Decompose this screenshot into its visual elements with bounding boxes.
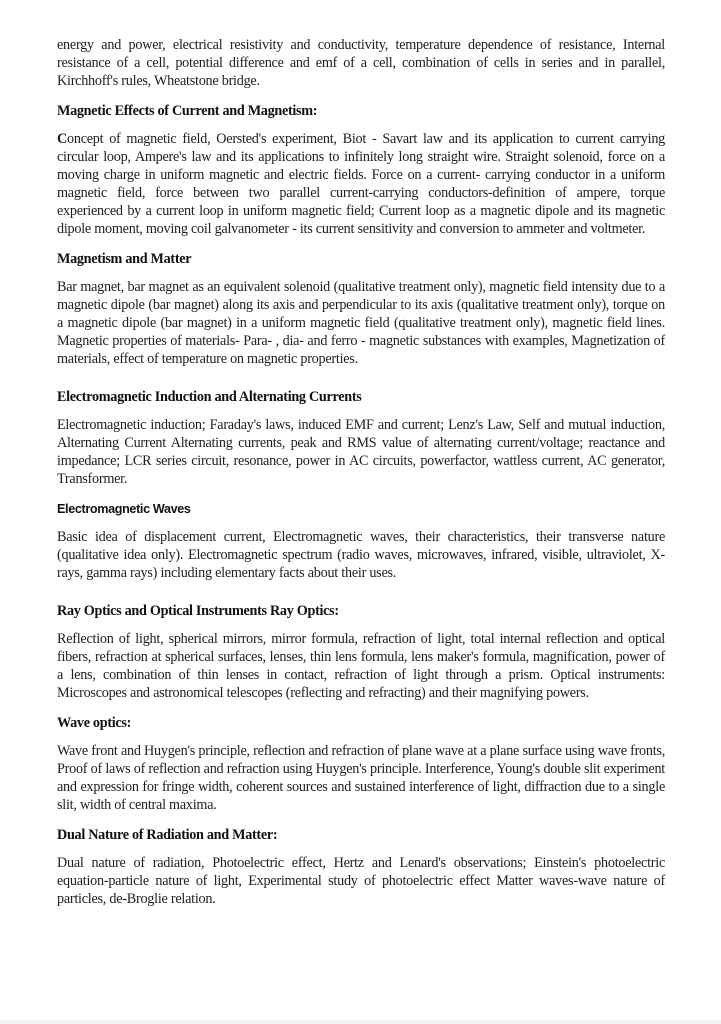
section-heading-wave-optics: Wave optics: <box>57 715 132 731</box>
intro-paragraph: energy and power, electrical resistivity and conductivity, temperature dependence of resistance, Internal resistance of a cell, potential difference and emf of a cell, combination of cells in series and in parallel, Kirchhoff's rules, Wheatstone bridge. <box>57 37 665 89</box>
section-body-magnetism-matter: Bar magnet, bar magnet as an equivalent solenoid (qualitative treatment only), magnetic field intensity due to a magnetic dipole (bar magnet) along its axis and perpendicular to its axis (qualitative treatment only), torque on a magnetic dipole (bar magnet) in a uniform magnetic field (qualitative treatment only), magnetic field lines. Magnetic properties of materials- Para- , dia- and ferro - magnetic substances with examples, Magnetization of materials, effect of temperature on magnetic properties. <box>57 279 665 367</box>
section-heading-ray-optics: Ray Optics and Optical Instruments Ray Optics: <box>57 603 339 619</box>
section-body-em-waves: Basic idea of displacement current, Electromagnetic waves, their characteristics, their transverse nature (qualitative idea only). Electromagnetic spectrum (radio waves, microwaves, infrared, visible, ultraviolet, X-rays, gamma rays) including elementary facts about their uses. <box>57 529 665 581</box>
section-heading-magnetic-effects: Magnetic Effects of Current and Magnetism: <box>57 103 318 119</box>
section-body-em-induction: Electromagnetic induction; Faraday's laws, induced EMF and current; Lenz's Law, Self and mutual induction, Alternating Current Alternating currents, peak and RMS value of alternating current/voltage; reactance and impedance; LCR series circuit, resonance, power in AC circuits, powerfactor, wattless current, AC generator, Transformer. <box>57 417 665 487</box>
section-heading-em-waves: Electromagnetic Waves <box>57 502 191 516</box>
section-body-magnetic-effects: Concept of magnetic field, Oersted's experiment, Biot - Savart law and its application to current carrying circular loop, Ampere's law and its applications to infinitely long straight wire. Straight solenoid, force on a moving charge in uniform magnetic and electric fields. Force on a current- carrying conductor in a uniform magnetic field, force between two parallel current-carrying conductors-definition of ampere, torque experienced by a current loop in uniform magnetic field; Current loop as a magnetic dipole and its magnetic dipole moment, moving coil galvanometer - its current sensitivity and conversion to ammeter and voltmeter. <box>57 131 665 237</box>
section-body-wave-optics: Wave front and Huygen's principle, reflection and refraction of plane wave at a plane surface using wave fronts, Proof of laws of reflection and refraction using Huygen's principle. Interference, Young's double slit experiment and expression for fringe width, coherent sources and sustained interference of light, diffraction due to a single slit, width of central maxima. <box>57 743 665 813</box>
section-heading-magnetism-matter: Magnetism and Matter <box>57 251 192 267</box>
document-page <box>57 36 665 908</box>
section-body-ray-optics: Reflection of light, spherical mirrors, mirror formula, refraction of light, total internal reflection and optical fibers, refraction at spherical surfaces, lenses, thin lens formula, lens maker's formula, magnification, power of a lens, combination of thin lenses in contact, refraction of light through a prism. Optical instruments: Microscopes and astronomical telescopes (reflecting and refracting) and their magnifying powers. <box>57 631 665 701</box>
section-heading-em-induction: Electromagnetic Induction and Alternating Currents <box>57 389 362 405</box>
section-body-dual-nature: Dual nature of radiation, Photoelectric effect, Hertz and Lenard's observations; Einstein's photoelectric equation-particle nature of light, Experimental study of photoelectric effect Matter waves-wave nature of particles, de-Broglie relation. <box>57 855 665 907</box>
page-bottom-edge <box>0 1020 721 1024</box>
section-heading-dual-nature: Dual Nature of Radiation and Matter: <box>57 827 278 843</box>
